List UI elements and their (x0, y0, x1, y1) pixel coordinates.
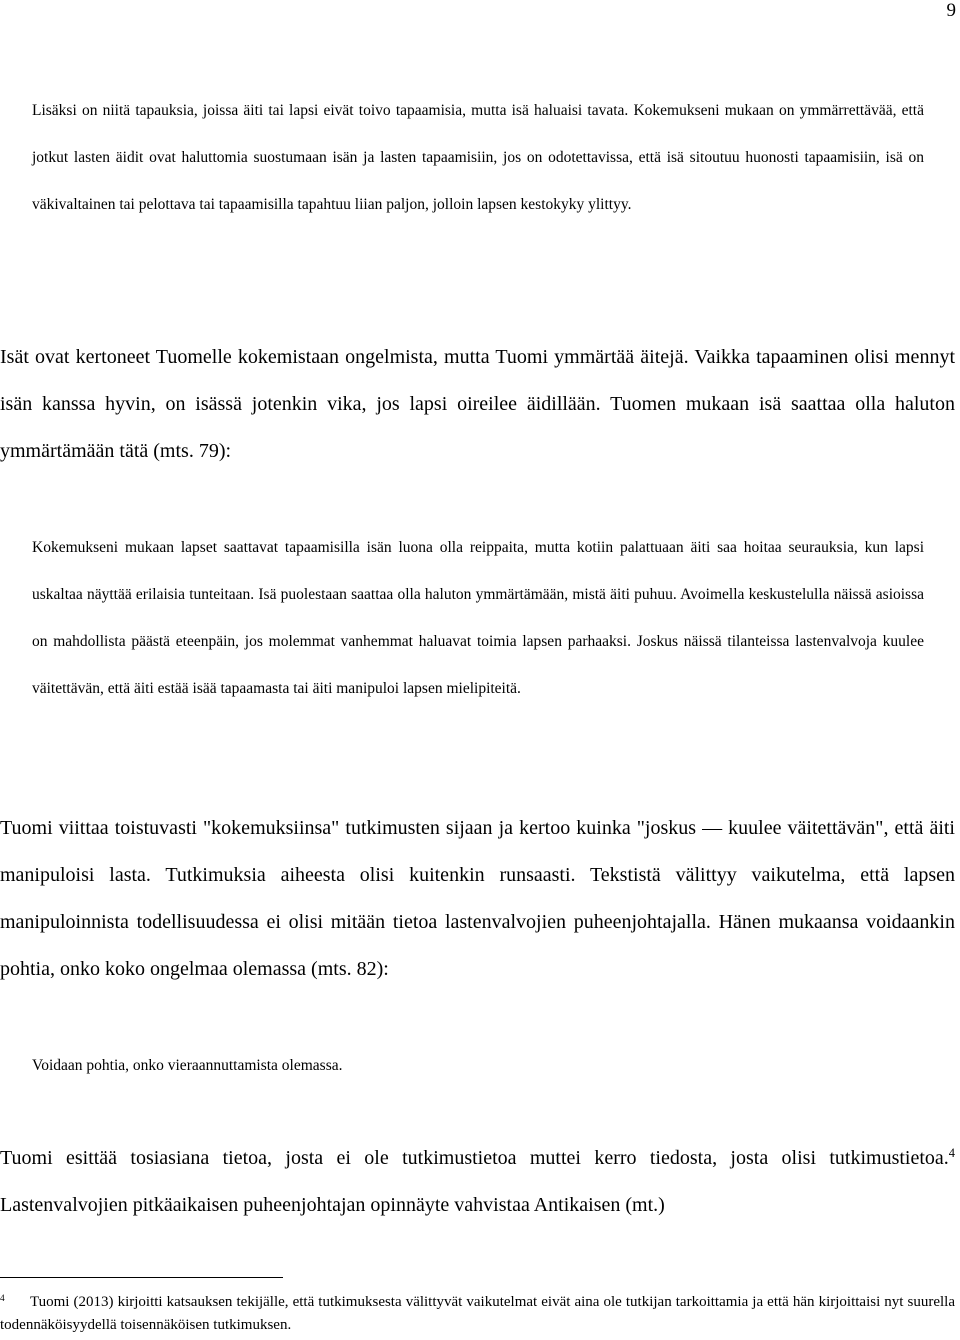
body-text-segment: Tuomi esittää tosiasiana tietoa, josta ei ole tutkimustietoa muttei kerro tiedosta, josta olisi tutkimustietoa. (0, 1147, 949, 1169)
body-paragraph: Isät ovat kertoneet Tuomelle kokemistaan ongelmista, mutta Tuomi ymmärtää äitejä. Vaikka tapaaminen olisi mennyt isän kanssa hyvin, on isässä jotenkin vika, jos lapsi oireilee äidillään. Tuomen mukaan isä saattaa olla haluton ymmärtämään tätä (mts. 79): (0, 346, 955, 462)
footnote: $^4$ Tuomi (2013) kirjoitti katsauksen tekijälle, että tutkimuksesta välittyvät vaikutelmat eivät aina ole tutkijan tarkoittamia ja että hän kirjoittaisi nyt suurella todennäköisyydellä toisennäköisen tutkimuksen. (0, 1293, 955, 1333)
block-quote: Lisäksi on niitä tapauksia, joissa äiti tai lapsi eivät toivo tapaamisia, mutta isä haluaisi tavata. Kokemukseni mukaan on ymmärrettävää, että jotkut lasten äidit ovat haluttomia suostumaan isän ja lasten tapaamisiin, jos on odotettavissa, että isä sitoutuu huonosti tapaamisiin, isä on väkivaltainen tai pelottava tai tapaamisilla tapahtuu liian paljon, jolloin lapsen kestokyky ylittyy. (32, 102, 924, 213)
block-quote: Voidaan pohtia, onko vieraannuttamista olemassa. (32, 1057, 343, 1074)
body-text-segment: Lastenvalvojien pitkäaikaisen puheenjohtajan opinnäyte vahvistaa Antikaisen (mt.) (0, 1194, 665, 1216)
footnote-separator (0, 1277, 283, 1278)
footnote-reference[interactable]: 4 (948, 1146, 955, 1161)
footnote-text: Tuomi (2013) kirjoitti katsauksen tekijälle, että tutkimuksesta välittyvät vaikutelmat eivät aina ole tutkijan tarkoittamia ja että hän kirjoittaisi nyt suurella todennäköisyydellä toisennäköisen tutkimuksen. (0, 1294, 955, 1333)
body-paragraph (0, 1135, 955, 1229)
page-number: 9 (946, 0, 956, 21)
body-paragraph: Tuomi viittaa toistuvasti "kokemuksiinsa" tutkimusten sijaan ja kertoo kuinka "joskus — kuulee väitettävän", että äiti manipuloisi lasta. Tutkimuksia aiheesta olisi kuitenkin runsaasti. Tekstistä välittyy vaikutelma, että lapsen manipuloinnista todellisuudessa ei olisi mitään tietoa lastenvalvojien puheenjohtajalla. Hänen mukaansa voidaankin pohtia, onko koko ongelmaa olemassa (mts. 82): (0, 817, 955, 980)
block-quote: Kokemukseni mukaan lapset saattavat tapaamisilla isän luona olla reippaita, mutta kotiin palattuaan äiti saa hoitaa seurauksia, kun lapsi uskaltaa näyttää erilaisia tunteitaan. Isä puolestaan saattaa olla haluton ymmärtämään, mistä äiti puhuu. Avoimella keskustelulla näissä asioissa on mahdollista päästä eteenpäin, jos molemmat vanhemmat haluavat toimia lapsen parhaaksi. Joskus näissä tilanteissa lastenvalvoja kuulee väitettävän, että äiti estää isää tapaamasta tai äiti manipuloi lapsen mielipiteitä. (32, 539, 924, 697)
